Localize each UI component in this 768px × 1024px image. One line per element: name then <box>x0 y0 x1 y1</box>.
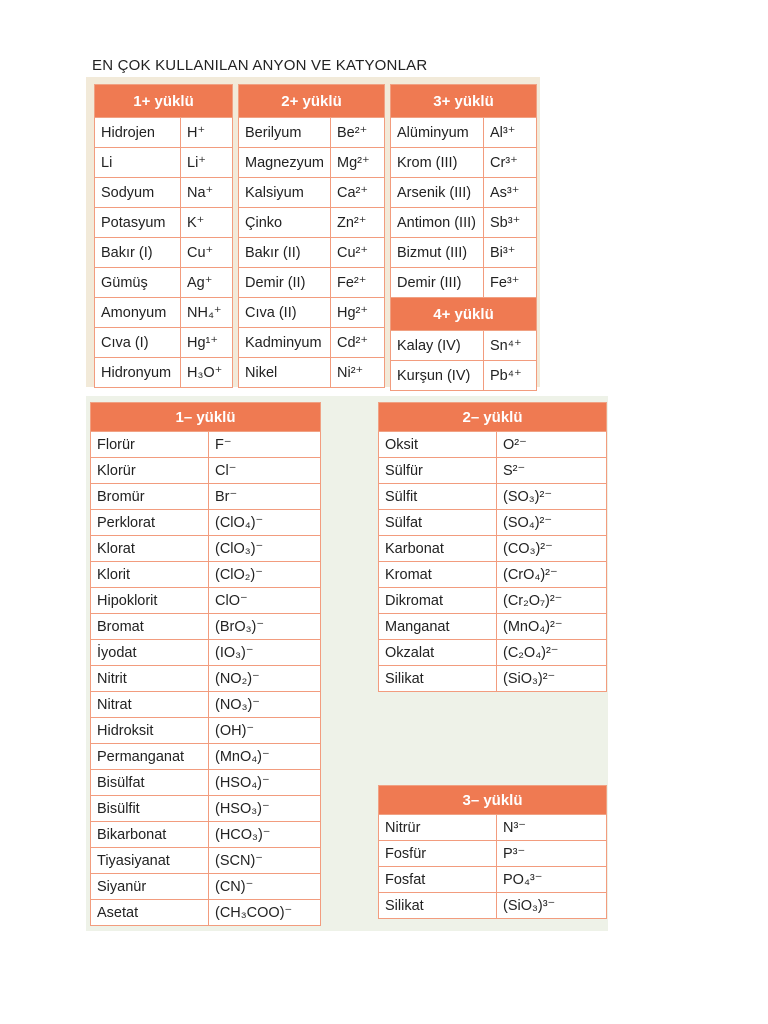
ion-symbol: Li⁺ <box>181 148 233 178</box>
ion-symbol: Zn²⁺ <box>331 208 385 238</box>
table-row <box>379 841 607 867</box>
ion-name: Okzalat <box>379 640 497 666</box>
ion-symbol: (SiO₃)³⁻ <box>497 893 607 919</box>
table-row <box>95 208 233 238</box>
cation-table-3plus <box>390 84 537 298</box>
ion-symbol: Sb³⁺ <box>484 208 537 238</box>
table-row <box>91 718 321 744</box>
anion-table-3minus <box>378 785 607 919</box>
ion-name: Sülfit <box>379 484 497 510</box>
table-row <box>239 298 385 328</box>
table-row <box>239 328 385 358</box>
table-row <box>391 238 537 268</box>
ion-name: Nikel <box>239 358 331 388</box>
ion-symbol: (HSO₄)⁻ <box>209 770 321 796</box>
table-row <box>91 692 321 718</box>
ion-symbol: Cu²⁺ <box>331 238 385 268</box>
ion-name: Arsenik (III) <box>391 178 484 208</box>
ion-symbol: (CrO₄)²⁻ <box>497 562 607 588</box>
anion-table-1minus <box>90 402 321 926</box>
ion-name: Sodyum <box>95 178 181 208</box>
table-row <box>91 666 321 692</box>
ion-name: İyodat <box>91 640 209 666</box>
table-row <box>391 361 537 391</box>
table-row <box>91 874 321 900</box>
table-row <box>95 238 233 268</box>
ion-symbol: Mg²⁺ <box>331 148 385 178</box>
table-row <box>91 640 321 666</box>
ion-name: Fosfat <box>379 867 497 893</box>
table-row <box>91 744 321 770</box>
ion-symbol: (CH₃COO)⁻ <box>209 900 321 926</box>
table-row <box>239 148 385 178</box>
cation-table-1plus <box>94 84 233 388</box>
table-row <box>91 562 321 588</box>
table-header: 2+ yüklü <box>239 85 385 118</box>
ion-name: Çinko <box>239 208 331 238</box>
ion-name: Kalay (IV) <box>391 331 484 361</box>
ion-name: Bromür <box>91 484 209 510</box>
cation-table-2plus <box>238 84 385 388</box>
table-row <box>91 510 321 536</box>
ion-name: Berilyum <box>239 118 331 148</box>
ion-symbol: (ClO₂)⁻ <box>209 562 321 588</box>
ion-name: Amonyum <box>95 298 181 328</box>
ion-symbol: O²⁻ <box>497 432 607 458</box>
ion-name: Dikromat <box>379 588 497 614</box>
table-row <box>91 900 321 926</box>
ion-name: Li <box>95 148 181 178</box>
ion-name: Karbonat <box>379 536 497 562</box>
table-row <box>91 588 321 614</box>
ion-symbol: Ni²⁺ <box>331 358 385 388</box>
table-row <box>239 118 385 148</box>
ion-symbol: Cr³⁺ <box>484 148 537 178</box>
ion-name: Magnezyum <box>239 148 331 178</box>
ion-symbol: H₃O⁺ <box>181 358 233 388</box>
ion-symbol: (HCO₃)⁻ <box>209 822 321 848</box>
ion-symbol: As³⁺ <box>484 178 537 208</box>
ion-symbol: Ca²⁺ <box>331 178 385 208</box>
ion-symbol: (SCN)⁻ <box>209 848 321 874</box>
table-row <box>95 358 233 388</box>
ion-name: Nitrat <box>91 692 209 718</box>
table-row <box>391 148 537 178</box>
ion-name: Kadminyum <box>239 328 331 358</box>
table-row <box>379 867 607 893</box>
ion-symbol: (ClO₃)⁻ <box>209 536 321 562</box>
table-row <box>91 822 321 848</box>
ion-symbol: Cu⁺ <box>181 238 233 268</box>
ion-symbol: (MnO₄)²⁻ <box>497 614 607 640</box>
table-row <box>91 796 321 822</box>
ion-symbol: Fe²⁺ <box>331 268 385 298</box>
ion-symbol: (Cr₂O₇)²⁻ <box>497 588 607 614</box>
table-row <box>95 148 233 178</box>
ion-symbol: (CN)⁻ <box>209 874 321 900</box>
table-header: 1– yüklü <box>91 403 321 432</box>
ion-name: Bizmut (III) <box>391 238 484 268</box>
ion-name: Kurşun (IV) <box>391 361 484 391</box>
ion-symbol: (IO₃)⁻ <box>209 640 321 666</box>
ion-name: Bisülfit <box>91 796 209 822</box>
ion-name: Klorit <box>91 562 209 588</box>
ion-symbol: Pb⁴⁺ <box>484 361 537 391</box>
ion-symbol: S²⁻ <box>497 458 607 484</box>
ion-symbol: (NO₂)⁻ <box>209 666 321 692</box>
ion-name: Manganat <box>379 614 497 640</box>
table-row <box>391 118 537 148</box>
ion-symbol: (SO₃)²⁻ <box>497 484 607 510</box>
table-row <box>379 640 607 666</box>
ion-symbol: PO₄³⁻ <box>497 867 607 893</box>
table-header: 2– yüklü <box>379 403 607 432</box>
ion-name: Nitrit <box>91 666 209 692</box>
ion-name: Florür <box>91 432 209 458</box>
table-row <box>391 208 537 238</box>
ion-name: Tiyasiyanat <box>91 848 209 874</box>
table-header: 3+ yüklü <box>391 85 537 118</box>
table-row <box>379 536 607 562</box>
ion-name: Hipoklorit <box>91 588 209 614</box>
ion-symbol: Na⁺ <box>181 178 233 208</box>
page-title: EN ÇOK KULLANILAN ANYON VE KATYONLAR <box>92 57 428 74</box>
ion-name: Krom (III) <box>391 148 484 178</box>
ion-symbol: K⁺ <box>181 208 233 238</box>
ion-name: Silikat <box>379 666 497 692</box>
ion-symbol: Hg¹⁺ <box>181 328 233 358</box>
ion-symbol: (SO₄)²⁻ <box>497 510 607 536</box>
ion-name: Bakır (II) <box>239 238 331 268</box>
ion-symbol: (C₂O₄)²⁻ <box>497 640 607 666</box>
table-row <box>95 328 233 358</box>
table-row <box>379 614 607 640</box>
table-header: 1+ yüklü <box>95 85 233 118</box>
ion-name: Asetat <box>91 900 209 926</box>
table-row <box>239 358 385 388</box>
table-row <box>379 893 607 919</box>
table-row <box>91 536 321 562</box>
ion-name: Potasyum <box>95 208 181 238</box>
ion-name: Hidronyum <box>95 358 181 388</box>
ion-name: Cıva (II) <box>239 298 331 328</box>
table-row <box>91 458 321 484</box>
table-row <box>379 562 607 588</box>
table-row <box>91 484 321 510</box>
ion-name: Sülfür <box>379 458 497 484</box>
ion-name: Bromat <box>91 614 209 640</box>
ion-name: Fosfür <box>379 841 497 867</box>
ion-symbol: (CO₃)²⁻ <box>497 536 607 562</box>
ion-name: Bisülfat <box>91 770 209 796</box>
table-row <box>95 178 233 208</box>
ion-symbol: H⁺ <box>181 118 233 148</box>
ion-symbol: Br⁻ <box>209 484 321 510</box>
ion-name: Silikat <box>379 893 497 919</box>
table-row <box>91 848 321 874</box>
ion-symbol: NH₄⁺ <box>181 298 233 328</box>
ion-name: Bikarbonat <box>91 822 209 848</box>
ion-name: Oksit <box>379 432 497 458</box>
ion-name: Bakır (I) <box>95 238 181 268</box>
table-row <box>379 666 607 692</box>
ion-name: Siyanür <box>91 874 209 900</box>
table-row <box>239 238 385 268</box>
ion-name: Demir (III) <box>391 268 484 298</box>
ion-symbol: Ag⁺ <box>181 268 233 298</box>
table-row <box>379 458 607 484</box>
ion-name: Hidrojen <box>95 118 181 148</box>
ion-name: Klorat <box>91 536 209 562</box>
ion-name: Kromat <box>379 562 497 588</box>
ion-symbol: Bi³⁺ <box>484 238 537 268</box>
table-row <box>91 770 321 796</box>
table-row <box>239 178 385 208</box>
table-row <box>239 268 385 298</box>
ion-name: Hidroksit <box>91 718 209 744</box>
table-row <box>95 118 233 148</box>
table-row <box>239 208 385 238</box>
table-row <box>391 331 537 361</box>
ion-symbol: (ClO₄)⁻ <box>209 510 321 536</box>
table-row <box>391 268 537 298</box>
ion-symbol: (NO₃)⁻ <box>209 692 321 718</box>
table-row <box>379 510 607 536</box>
ion-symbol: F⁻ <box>209 432 321 458</box>
table-row <box>95 268 233 298</box>
ion-symbol: Cl⁻ <box>209 458 321 484</box>
ion-name: Kalsiyum <box>239 178 331 208</box>
table-row <box>379 484 607 510</box>
ion-symbol: (HSO₃)⁻ <box>209 796 321 822</box>
ion-symbol: Fe³⁺ <box>484 268 537 298</box>
ion-name: Perklorat <box>91 510 209 536</box>
anion-table-2minus <box>378 402 607 692</box>
ion-symbol: Cd²⁺ <box>331 328 385 358</box>
ion-symbol: N³⁻ <box>497 815 607 841</box>
ion-symbol: P³⁻ <box>497 841 607 867</box>
ion-name: Demir (II) <box>239 268 331 298</box>
ion-name: Nitrür <box>379 815 497 841</box>
table-row <box>379 588 607 614</box>
table-row <box>379 815 607 841</box>
ion-symbol: Hg²⁺ <box>331 298 385 328</box>
ion-symbol: Al³⁺ <box>484 118 537 148</box>
ion-name: Antimon (III) <box>391 208 484 238</box>
ion-symbol: (MnO₄)⁻ <box>209 744 321 770</box>
table-header: 3– yüklü <box>379 786 607 815</box>
ion-symbol: (SiO₃)²⁻ <box>497 666 607 692</box>
ion-name: Alüminyum <box>391 118 484 148</box>
ion-symbol: (BrO₃)⁻ <box>209 614 321 640</box>
ion-name: Permanganat <box>91 744 209 770</box>
ion-name: Cıva (I) <box>95 328 181 358</box>
table-row <box>91 614 321 640</box>
table-row <box>95 298 233 328</box>
ion-name: Klorür <box>91 458 209 484</box>
table-row <box>391 178 537 208</box>
ion-symbol: (OH)⁻ <box>209 718 321 744</box>
cation-table-4plus <box>390 297 537 391</box>
ion-symbol: Be²⁺ <box>331 118 385 148</box>
ion-name: Gümüş <box>95 268 181 298</box>
table-header: 4+ yüklü <box>391 298 537 331</box>
ion-name: Sülfat <box>379 510 497 536</box>
table-row <box>379 432 607 458</box>
ion-symbol: Sn⁴⁺ <box>484 331 537 361</box>
table-row <box>91 432 321 458</box>
ion-symbol: ClO⁻ <box>209 588 321 614</box>
